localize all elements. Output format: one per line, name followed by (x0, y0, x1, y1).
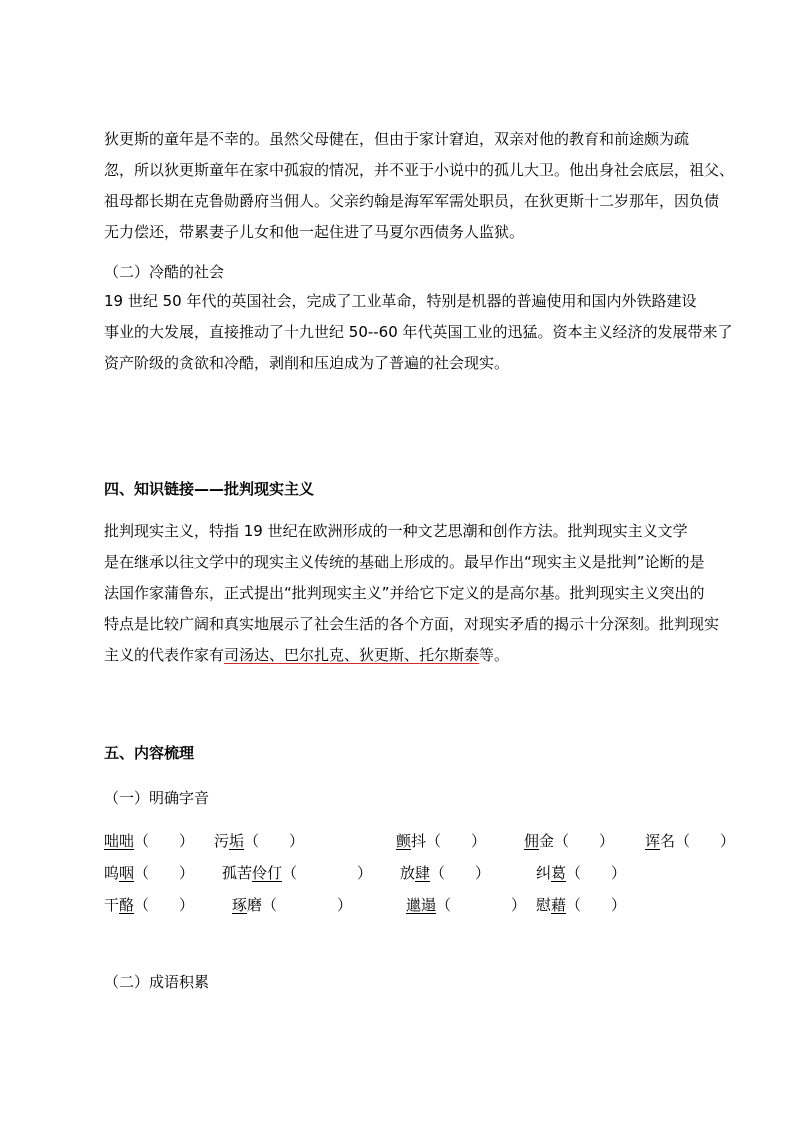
pronunciation-item: 邋遢（ ） (406, 896, 527, 914)
paragraph-line (104, 640, 724, 671)
paragraph-line: 忽，所以狄更斯童年在家中孤寂的情况，并不亚于小说中的孤儿大卫。他出身社会底层，祖父、 (104, 161, 735, 179)
author-list: 司汤达、巴尔扎克、狄更斯、托尔斯泰 (224, 646, 480, 664)
pronunciation-item: 颤抖（ ） (396, 832, 487, 850)
pronunciation-row-2 (104, 858, 734, 888)
pronunciation-item: 干酪（ ） (104, 896, 195, 914)
pronunciation-item: 放肆（ ） (400, 864, 491, 882)
pronunciation-item: 慰藉（ ） (536, 896, 627, 914)
pronunciation-item: 纠葛（ ） (536, 864, 627, 882)
pronunciation-row-3 (104, 890, 734, 920)
pronunciation-item: 琢磨（ ） (232, 896, 353, 914)
section-5-heading: 五、内容梳理 (104, 744, 195, 762)
paragraph-line: 事业的大发展，直接推动了十九世纪 50--60 年代英国工业的迅猛。资本主义经济的发展带来了 (104, 323, 733, 341)
paragraph-line: 19 世纪 50 年代的英国社会，完成了工业革命，特别是机器的普遍使用和国内外铁路建设 (104, 292, 697, 310)
critical-realism-paragraph (104, 516, 724, 671)
pronunciation-item: 呜咽（ ） (104, 864, 195, 882)
paragraph-line: 法国作家蒲鲁东，正式提出“批判现实主义”并给它下定义的是高尔基。批判现实主义突出的 (104, 584, 705, 602)
childhood-paragraph (104, 124, 735, 248)
line-suffix: 等。 (479, 646, 510, 664)
pronunciation-row-1 (104, 826, 734, 856)
pronunciation-item: 污垢（ ） (214, 832, 305, 850)
line-prefix: 主义的代表作家有 (104, 646, 225, 664)
pronunciation-item: 咄咄（ ） (104, 832, 195, 850)
paragraph-line: 是在继承以往文学中的现实主义传统的基础上形成的。最早作出“现实主义是批判”论断的是 (104, 553, 705, 571)
section-4-heading: 四、知识链接——批判现实主义 (104, 480, 315, 498)
society-subheading: （二）冷酷的社会 (104, 263, 225, 281)
paragraph-line: 资产阶级的贪欲和冷酷，剥削和压迫成为了普遍的社会现实。 (104, 354, 510, 372)
paragraph-line: 特点是比较广阔和真实地展示了社会生活的各个方面，对现实矛盾的揭示十分深刻。批判现实 (104, 615, 720, 633)
pronunciation-item: 佣金（ ） (524, 832, 615, 850)
paragraph-line: 祖母都长期在克鲁勋爵府当佣人。父亲约翰是海军军需处职员，在狄更斯十二岁那年，因负债 (104, 192, 720, 210)
pronunciation-item: 孤苦伶仃（ ） (222, 864, 373, 882)
paragraph-line: 批判现实主义，特指 19 世纪在欧洲形成的一种文艺思潮和创作方法。批判现实主义文学 (104, 522, 688, 540)
idiom-subheading: （二）成语积累 (104, 973, 210, 991)
paragraph-line: 狄更斯的童年是不幸的。虽然父母健在，但由于家计窘迫，双亲对他的教育和前途颇为疏 (104, 130, 690, 148)
paragraph-line: 无力偿还，带累妻子儿女和他一起住进了马夏尔西债务人监狱。 (104, 223, 525, 241)
pronunciation-item: 诨名（ ） (645, 832, 736, 850)
society-paragraph (104, 286, 733, 379)
pronunciation-subheading: （一）明确字音 (104, 789, 210, 807)
